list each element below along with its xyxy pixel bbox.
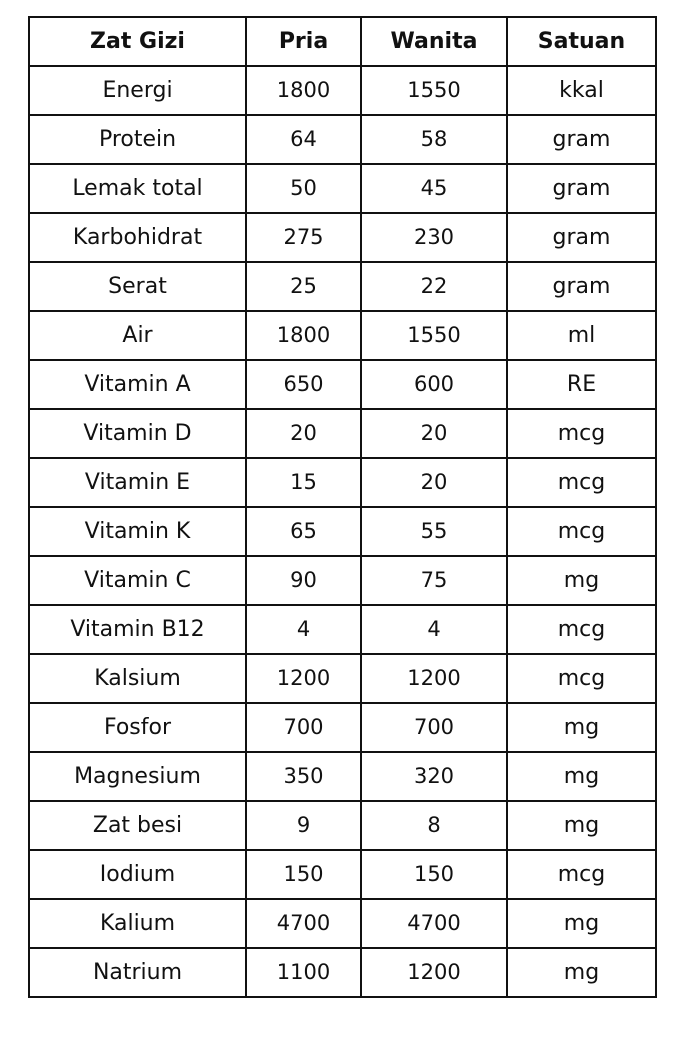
table-row	[29, 899, 656, 948]
nutrient-cell: Serat	[29, 262, 246, 311]
table-row	[29, 654, 656, 703]
nutrient-cell: Fosfor	[29, 703, 246, 752]
male-value-cell: 4	[246, 605, 361, 654]
male-value-cell: 20	[246, 409, 361, 458]
female-value-cell: 1200	[361, 948, 507, 997]
table-row	[29, 507, 656, 556]
nutrient-cell: Vitamin B12	[29, 605, 246, 654]
female-value-cell: 1550	[361, 311, 507, 360]
nutrient-cell: Kalium	[29, 899, 246, 948]
unit-cell: mcg	[507, 654, 656, 703]
nutrient-cell: Lemak total	[29, 164, 246, 213]
unit-cell: gram	[507, 164, 656, 213]
nutrient-cell: Zat besi	[29, 801, 246, 850]
unit-cell: mg	[507, 899, 656, 948]
nutrient-cell: Karbohidrat	[29, 213, 246, 262]
unit-cell: RE	[507, 360, 656, 409]
unit-cell: mcg	[507, 458, 656, 507]
female-value-cell: 20	[361, 458, 507, 507]
nutrition-table-container	[28, 16, 655, 998]
female-value-cell: 4700	[361, 899, 507, 948]
male-value-cell: 1800	[246, 66, 361, 115]
female-value-cell: 150	[361, 850, 507, 899]
female-value-cell: 230	[361, 213, 507, 262]
male-value-cell: 350	[246, 752, 361, 801]
male-value-cell: 50	[246, 164, 361, 213]
male-value-cell: 64	[246, 115, 361, 164]
nutrient-cell: Natrium	[29, 948, 246, 997]
male-value-cell: 1100	[246, 948, 361, 997]
table-row	[29, 605, 656, 654]
table-row	[29, 115, 656, 164]
table-row	[29, 262, 656, 311]
header-female: Wanita	[361, 17, 507, 66]
male-value-cell: 4700	[246, 899, 361, 948]
table-row	[29, 409, 656, 458]
male-value-cell: 275	[246, 213, 361, 262]
female-value-cell: 1550	[361, 66, 507, 115]
nutrient-cell: Energi	[29, 66, 246, 115]
female-value-cell: 58	[361, 115, 507, 164]
unit-cell: mcg	[507, 409, 656, 458]
header-male: Pria	[246, 17, 361, 66]
nutrient-cell: Air	[29, 311, 246, 360]
table-row	[29, 458, 656, 507]
male-value-cell: 25	[246, 262, 361, 311]
table-body	[29, 66, 656, 997]
male-value-cell: 65	[246, 507, 361, 556]
nutrient-cell: Vitamin K	[29, 507, 246, 556]
nutrient-cell: Vitamin E	[29, 458, 246, 507]
nutrient-cell: Vitamin C	[29, 556, 246, 605]
unit-cell: kkal	[507, 66, 656, 115]
female-value-cell: 20	[361, 409, 507, 458]
table-header	[29, 17, 656, 66]
table-row	[29, 213, 656, 262]
header-nutrient: Zat Gizi	[29, 17, 246, 66]
unit-cell: mg	[507, 556, 656, 605]
female-value-cell: 45	[361, 164, 507, 213]
male-value-cell: 150	[246, 850, 361, 899]
unit-cell: mcg	[507, 850, 656, 899]
nutrient-cell: Iodium	[29, 850, 246, 899]
nutrition-table	[28, 16, 657, 998]
female-value-cell: 600	[361, 360, 507, 409]
table-row	[29, 66, 656, 115]
female-value-cell: 1200	[361, 654, 507, 703]
table-row	[29, 556, 656, 605]
table-row	[29, 801, 656, 850]
unit-cell: gram	[507, 213, 656, 262]
female-value-cell: 22	[361, 262, 507, 311]
unit-cell: mg	[507, 948, 656, 997]
male-value-cell: 1200	[246, 654, 361, 703]
female-value-cell: 75	[361, 556, 507, 605]
female-value-cell: 700	[361, 703, 507, 752]
female-value-cell: 4	[361, 605, 507, 654]
nutrient-cell: Kalsium	[29, 654, 246, 703]
female-value-cell: 55	[361, 507, 507, 556]
male-value-cell: 15	[246, 458, 361, 507]
unit-cell: mg	[507, 703, 656, 752]
nutrient-cell: Protein	[29, 115, 246, 164]
table-row	[29, 311, 656, 360]
unit-cell: gram	[507, 262, 656, 311]
male-value-cell: 1800	[246, 311, 361, 360]
nutrient-cell: Magnesium	[29, 752, 246, 801]
female-value-cell: 320	[361, 752, 507, 801]
nutrient-cell: Vitamin A	[29, 360, 246, 409]
unit-cell: mg	[507, 752, 656, 801]
table-row	[29, 164, 656, 213]
unit-cell: mcg	[507, 507, 656, 556]
header-row	[29, 17, 656, 66]
male-value-cell: 9	[246, 801, 361, 850]
nutrient-cell: Vitamin D	[29, 409, 246, 458]
header-unit: Satuan	[507, 17, 656, 66]
table-row	[29, 850, 656, 899]
female-value-cell: 8	[361, 801, 507, 850]
table-row	[29, 703, 656, 752]
unit-cell: ml	[507, 311, 656, 360]
male-value-cell: 90	[246, 556, 361, 605]
unit-cell: mg	[507, 801, 656, 850]
unit-cell: mcg	[507, 605, 656, 654]
male-value-cell: 650	[246, 360, 361, 409]
table-row	[29, 360, 656, 409]
table-row	[29, 948, 656, 997]
table-row	[29, 752, 656, 801]
unit-cell: gram	[507, 115, 656, 164]
male-value-cell: 700	[246, 703, 361, 752]
